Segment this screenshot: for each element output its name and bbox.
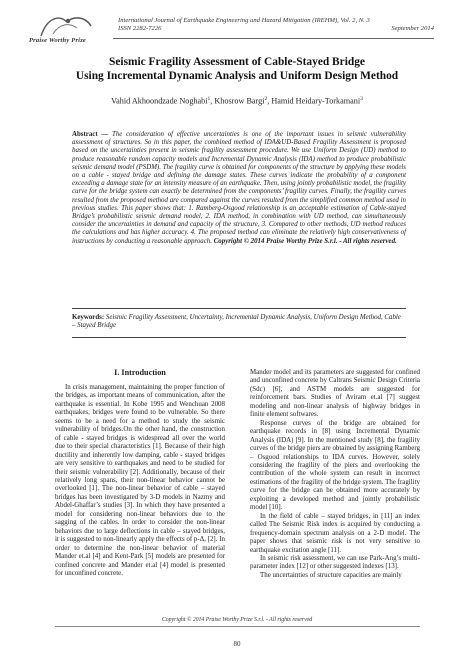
- abstract-body: The consideration of effective uncertainties is one of the important issues in seismic vulnerability assessment of structures. So in this paper, the combined method of IDA&UD-Based Fragility Assessment is proposed based on the uncertainties present in seismic fragility assessment procedure. We use Uniform Design (UD) method to produce reasonable random capacity models and Incremental Dynamic Analysis (IDA) method to produce probabilistic seismic demand model (PSDM). The fragility curve is obtained for components of the structure by applying these models on a cable - stayed bridge and defining the damage states. These curves indicate the probability of a component exceeding a damage state for an intensity measure of an earthquake. Then, using jointly probabilistic model, the fragility curve for the bridge system can exactly be determined from the components’ fragility curves. Finally, the fragility curves resulted from the proposed method are compared against the curves resulted from the simplified common method used in previous studies. This paper shows that: 1. Ramberg-Osgood relationship is an acceptable estimation of Cable-stayed Bridge’s probabilistic seismic demand model, 2. IDA method, in combination with UD method, can simultaneously consider the uncertainties in demand and capacity of the structure, 3. Compared to other methods, UD method reduces the calculations and has higher accuracy. 4. The proposed method can eliminate the relatively high conservativeness of instructions by conducting a reasonable approach.: [72, 131, 406, 245]
- abstract: Abstract — The consideration of effective uncertainties is one of the important issues in seismic vulnerability assessment of structures. So in this paper, the combined method of IDA&UD-Based Fragility Assessment is proposed based on the uncertainties present in seismic fragility assessment procedure. We use Uniform Design (UD) method to produce reasonable random capacity models and Incremental Dynamic Analysis (IDA) method to produce probabilistic seismic demand model (PSDM). The fragility curve is obtained for components of the structure by applying these models on a cable - stayed bridge and defining the damage states. These curves indicate the probability of a component exceeding a damage state for an intensity measure of an earthquake. Then, using jointly probabilistic model, the fragility curve for the bridge system can exactly be determined from the components’ fragility curves. Finally, the fragility curves resulted from the proposed method are compared against the curves resulted from the simplified common method used in previous studies. This paper shows that: 1. Ramberg-Osgood relationship is an acceptable estimation of Cable-stayed Bridge’s probabilistic seismic demand model, 2. IDA method, in combination with UD method, can simultaneously consider the uncertainties in demand and capacity of the structure, 3. Compared to other methods, UD method reduces the calculations and has higher accuracy. 4. The proposed method can eliminate the relatively high conservativeness of instructions by conducting a reasonable approach. Copyright © 2014 Praise Worthy Prize S.r.l. - All rights reserved.: [72, 131, 406, 245]
- keywords-body: Seismic Fragility Assessment, Uncertainty, Incremental Dynamic Analysis, Uniform Design Method, Cable – Stayed Bridge: [72, 314, 401, 330]
- paragraph: In the field of cable – stayed bridges, in [11] an index called The Seismic Risk index is acquired by conducting a frequency-domain spectrum analysis on a 2-D model. The paper shows that seismic risk is not very sensitive to earthquake excitation angle [11].: [250, 511, 420, 554]
- author-3: Hamid Heidary-Torkamani: [271, 96, 361, 106]
- footer-copyright: Copyright © 2014 Praise Worthy Prize S.r.l. - All rights reserved: [161, 617, 313, 623]
- journal-name: International Journal of Earthquake Engineering and Hazard Mitigation (IREHM), Vol. 2, N. 3: [118, 17, 370, 24]
- title-line-1: Seismic Fragility Assessment of Cable-Stayed Bridge: [109, 56, 365, 68]
- keywords: Keywords: Seismic Fragility Assessment, Uncertainty, Incremental Dynamic Analysis, Uniform Design Method, Cable – Stayed Bridge: [72, 314, 401, 330]
- section-heading-introduction: I. Introduction: [114, 368, 166, 377]
- title-line-2: Using Incremental Dynamic Analysis and Uniform Design Method: [75, 69, 399, 82]
- header-rule: [113, 38, 434, 39]
- author-1: Vahid Akhoondzade Noghabi: [111, 96, 208, 106]
- paragraph: The uncertainties of structure capacities are mainly: [260, 570, 402, 579]
- paragraph: In crisis management, maintaining the proper function of the bridges, as important means of communication, after the earthquake is essential. In Kobe 1995 and Wenchuan 2008 earthquakes, bridges were found to be vulnerable. So there seems to be a need for a method to study the seismic vulnerability of bridges.On the other hand, the construction of cable - stayed bridges is widespread all over the world due to their special characteristics [1]. Because of their high ductility and inherently low damping, cable - stayed bridges are very sensitive to earthquakes and need to be studied for their seismic vulnerability [2]. Additionally, because of their relatively long spans, their non-linear behavior cannot be overlooked [1]. The non-linear behavior of cable – stayed bridges has been investigated by 3-D models in Nazmy and Abdel-Ghaffar’s studies [3]. In which they have presented a model for considering non-linear behaviors due to the sagging of the cables. In order to consider the non-linear behaviors due to large deflections in cable – stayed bridges, it is suggested to non-linearly apply the effects of p-Δ, [2]. In order to determine the non-linear behavior of material Mander et.al [4] and Kent-Park [5] models are presented for confined concrete and Mander et.al [4] model is presented for unconfined concrete.: [55, 383, 225, 577]
- abstract-rule: [72, 308, 406, 309]
- page-number: 80: [233, 640, 241, 648]
- abstract-copyright: Copyright © 2014 Praise Worthy Prize S.r.l. - All rights reserved.: [213, 237, 397, 245]
- right-column: [250, 368, 420, 579]
- author-list: Vahid Akhoondzade Noghabi$^1$, Khosrow Bargi$^2$, Hamid Heidary-Torkamani$^3$: [111, 96, 363, 106]
- paper-title: [30, 56, 444, 83]
- abstract-label: Abstract: [72, 131, 98, 138]
- publisher-logo-text: Praise Worthy Prize: [29, 37, 87, 44]
- journal-issn: ISSN 2282-7226: [118, 25, 162, 33]
- author-1-affil: 1: [207, 96, 211, 102]
- paragraph: Mander model and its parameters are suggested for confined and unconfined concrete by Caltrans Seismic Design Criteria (Sdc) [6], and ASTM models are suggested for reinforcement bars. Studies of Aviram et.al [7] suggest modeling and non-linear analysis of highway bridges in finite element softwares.: [250, 368, 420, 419]
- paragraph: In seismic risk assessment, we can use Park-Ang’s multi-parameter index [12] or other suggested indexes [13].: [250, 553, 420, 571]
- journal-date: September 2014: [391, 25, 434, 33]
- footer-rule: [55, 626, 420, 627]
- journal-header: [118, 17, 434, 33]
- author-2-affil: 2: [264, 96, 268, 102]
- keywords-rule: [72, 337, 406, 338]
- left-column: [55, 383, 225, 577]
- author-3-affil: 3: [360, 96, 363, 102]
- keywords-label: Keywords: [72, 314, 102, 321]
- author-2: Khosrow Bargi: [214, 96, 265, 106]
- paragraph: Response curves of the bridge are obtained for earthquake records in [8] using Incremental Dynamic Analysis (IDA) [9]. In the mentioned study [8], the fragility curves of the bridge piers are obtained by assigning Ramberg – Osgood relationships to IDA curves. However, solely considering the fragility of the piers and overlooking the contribution of the whole system can result in incorrect estimations of the fragility of the bridge system. The fragility curve for the bridge can be obtained more accurately by exploiting a developed method and jointly probabilistic model [10].: [250, 418, 420, 512]
- publisher-logo: [33, 12, 103, 40]
